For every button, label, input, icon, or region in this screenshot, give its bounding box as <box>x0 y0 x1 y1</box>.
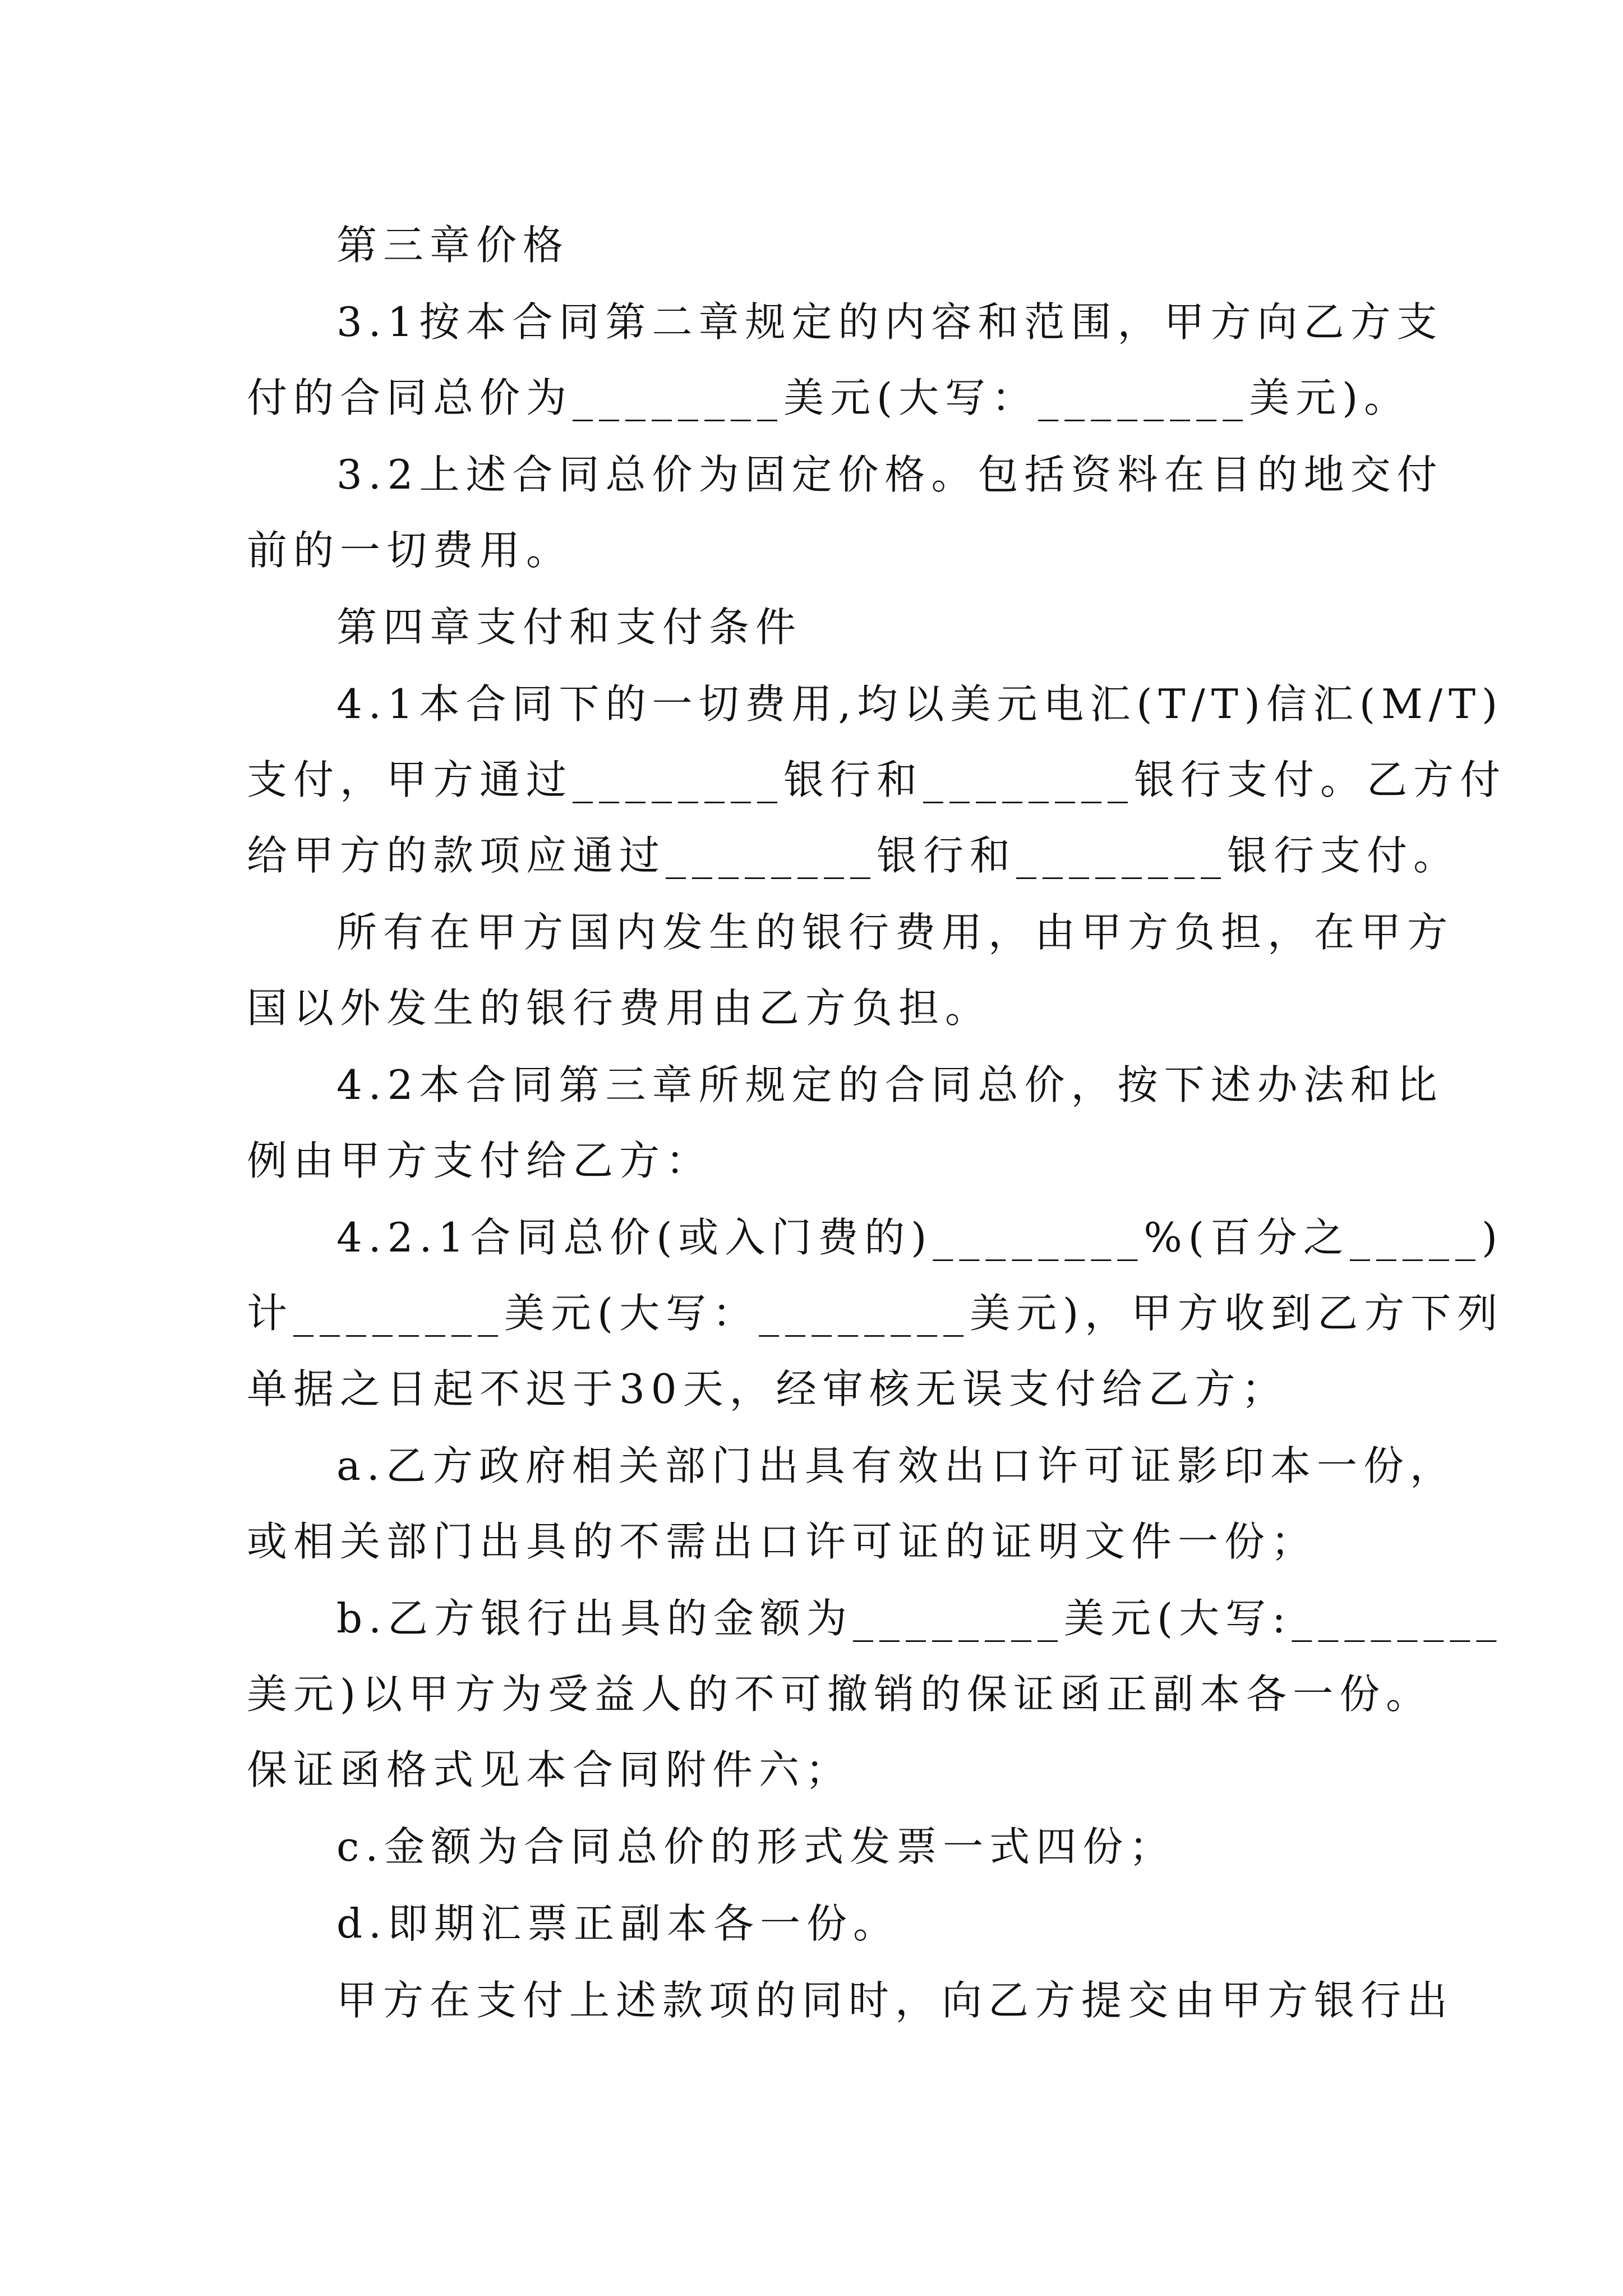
item-b-line-1: b.乙方银行出具的金额为________美元(大写:________ <box>336 1595 1503 1642</box>
item-a-line-2: 或相关部门出具的不需出口许可证的证明文件一份； <box>247 1518 1318 1565</box>
item-c-line: c.金额为合同总价的形式发票一式四份； <box>336 1823 1176 1870</box>
clause-4-2-line-1: 4.2本合同第三章所规定的合同总价，按下述办法和比 <box>336 1061 1444 1108</box>
bank-fees-line-2: 国以外发生的银行费用由乙方负担。 <box>247 984 992 1032</box>
clause-4-2-1-line-1: 4.2.1合同总价(或入门费的)________%(百分之_____) <box>336 1214 1504 1261</box>
clause-4-2-1-line-3: 单据之日起不迟于30天，经审核无误支付给乙方； <box>247 1365 1288 1412</box>
item-b-line-2: 美元)以甲方为受益人的不可撤销的保证函正副本各一份。 <box>247 1671 1433 1718</box>
payment-note-line-1: 甲方在支付上述款项的同时，向乙方提交由甲方银行出 <box>336 1977 1454 2024</box>
clause-3-2-line-1: 3.2上述合同总价为固定价格。包括资料在目的地交付 <box>336 451 1444 498</box>
item-a-line-1: a.乙方政府相关部门出具有效出口许可证影印本一份， <box>336 1442 1456 1489</box>
clause-4-1-line-1: 4.1本合同下的一切费用,均以美元电汇(T/T)信汇(M/T) <box>336 680 1504 728</box>
bank-fees-line-1: 所有在甲方国内发生的银行费用，由甲方负担，在甲方 <box>336 909 1454 956</box>
clause-3-2-line-2: 前的一切费用。 <box>247 527 573 574</box>
chapter-3-heading: 第三章价格 <box>336 222 570 269</box>
document-body <box>247 208 1507 2039</box>
clause-4-1-line-3: 给甲方的款项应通过________银行和________银行支付。 <box>247 832 1460 879</box>
clause-4-1-line-2: 支付，甲方通过________银行和________银行支付。乙方付 <box>247 756 1507 803</box>
clause-4-2-line-2: 例由甲方支付给乙方： <box>247 1137 713 1184</box>
chapter-4-heading: 第四章支付和支付条件 <box>336 604 803 651</box>
item-b-line-3: 保证函格式见本合同附件六； <box>247 1746 852 1793</box>
clause-3-1-line-2: 付的合同总价为________美元(大写：________美元)。 <box>247 374 1411 421</box>
clause-3-1-line-1: 3.1按本合同第二章规定的内容和范围，甲方向乙方支 <box>336 298 1444 346</box>
clause-4-2-1-line-2: 计________美元(大写：________美元)，甲方收到乙方下列 <box>247 1290 1504 1337</box>
item-d-line: d.即期汇票正副本各一份。 <box>336 1900 900 1947</box>
